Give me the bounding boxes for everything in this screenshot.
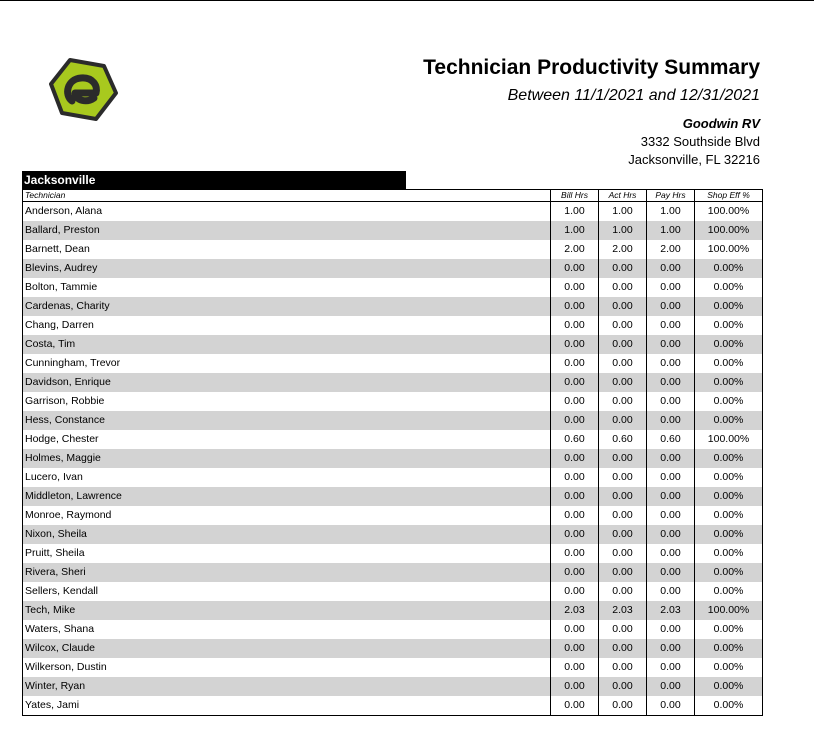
- table-row: [23, 278, 763, 297]
- pay-hrs-cell: 0.00: [647, 411, 695, 430]
- shop-eff-cell: 100.00%: [695, 240, 763, 259]
- table-row: [23, 240, 763, 259]
- shop-eff-cell: 0.00%: [695, 582, 763, 601]
- bill-hrs-cell: 0.00: [551, 316, 599, 335]
- bill-hrs-cell: 0.00: [551, 696, 599, 716]
- act-hrs-cell: 0.60: [599, 430, 647, 449]
- technician-name-cell: Waters, Shana: [23, 620, 551, 639]
- report-date-range: Between 11/1/2021 and 12/31/2021: [507, 87, 760, 104]
- technician-name-cell: Winter, Ryan: [23, 677, 551, 696]
- pay-hrs-cell: 0.00: [647, 392, 695, 411]
- bill-hrs-cell: 0.00: [551, 563, 599, 582]
- bill-hrs-cell: 0.00: [551, 449, 599, 468]
- table-row: [23, 468, 763, 487]
- shop-eff-cell: 0.00%: [695, 658, 763, 677]
- table-row: [23, 297, 763, 316]
- bill-hrs-cell: 0.00: [551, 392, 599, 411]
- shop-eff-cell: 0.00%: [695, 620, 763, 639]
- act-hrs-cell: 0.00: [599, 373, 647, 392]
- bill-hrs-cell: 0.00: [551, 335, 599, 354]
- technician-name-cell: Yates, Jami: [23, 696, 551, 716]
- technician-name-cell: Bolton, Tammie: [23, 278, 551, 297]
- shop-eff-cell: 100.00%: [695, 430, 763, 449]
- table-row: [23, 563, 763, 582]
- table-row: [23, 316, 763, 335]
- table-row: [23, 354, 763, 373]
- header-bill-hrs: Bill Hrs: [551, 190, 599, 202]
- pay-hrs-cell: 0.60: [647, 430, 695, 449]
- shop-eff-cell: 100.00%: [695, 221, 763, 240]
- act-hrs-cell: 0.00: [599, 563, 647, 582]
- shop-eff-cell: 0.00%: [695, 696, 763, 716]
- table-row: [23, 487, 763, 506]
- company-address-line2: Jacksonville, FL 32216: [628, 152, 760, 167]
- shop-eff-cell: 0.00%: [695, 468, 763, 487]
- bill-hrs-cell: 0.00: [551, 468, 599, 487]
- technician-name-cell: Chang, Darren: [23, 316, 551, 335]
- shop-eff-cell: 0.00%: [695, 506, 763, 525]
- act-hrs-cell: 0.00: [599, 525, 647, 544]
- report-title: Technician Productivity Summary: [423, 56, 760, 79]
- act-hrs-cell: 2.00: [599, 240, 647, 259]
- pay-hrs-cell: 0.00: [647, 563, 695, 582]
- header-technician: Technician: [23, 190, 551, 202]
- act-hrs-cell: 0.00: [599, 449, 647, 468]
- act-hrs-cell: 0.00: [599, 259, 647, 278]
- table-row: [23, 696, 763, 716]
- bill-hrs-cell: 0.00: [551, 620, 599, 639]
- bill-hrs-cell: 1.00: [551, 202, 599, 222]
- bill-hrs-cell: 0.00: [551, 525, 599, 544]
- shop-eff-cell: 0.00%: [695, 297, 763, 316]
- act-hrs-cell: 0.00: [599, 677, 647, 696]
- table-row: [23, 449, 763, 468]
- shop-eff-cell: 100.00%: [695, 202, 763, 222]
- shop-eff-cell: 0.00%: [695, 677, 763, 696]
- pay-hrs-cell: 0.00: [647, 373, 695, 392]
- bill-hrs-cell: 0.00: [551, 544, 599, 563]
- pay-hrs-cell: 0.00: [647, 354, 695, 373]
- shop-eff-cell: 0.00%: [695, 544, 763, 563]
- shop-eff-cell: 0.00%: [695, 335, 763, 354]
- technician-name-cell: Hess, Constance: [23, 411, 551, 430]
- shop-eff-cell: 0.00%: [695, 639, 763, 658]
- technician-name-cell: Nixon, Sheila: [23, 525, 551, 544]
- act-hrs-cell: 1.00: [599, 221, 647, 240]
- pay-hrs-cell: 0.00: [647, 449, 695, 468]
- pay-hrs-cell: 0.00: [647, 335, 695, 354]
- pay-hrs-cell: 1.00: [647, 202, 695, 222]
- pay-hrs-cell: 0.00: [647, 506, 695, 525]
- pay-hrs-cell: 0.00: [647, 487, 695, 506]
- pay-hrs-cell: 0.00: [647, 278, 695, 297]
- company-logo-icon: [48, 57, 118, 123]
- pay-hrs-cell: 0.00: [647, 639, 695, 658]
- bill-hrs-cell: 0.00: [551, 278, 599, 297]
- act-hrs-cell: 0.00: [599, 278, 647, 297]
- act-hrs-cell: 0.00: [599, 487, 647, 506]
- pay-hrs-cell: 0.00: [647, 316, 695, 335]
- bill-hrs-cell: 2.00: [551, 240, 599, 259]
- technician-name-cell: Monroe, Raymond: [23, 506, 551, 525]
- shop-eff-cell: 0.00%: [695, 278, 763, 297]
- act-hrs-cell: 0.00: [599, 658, 647, 677]
- technician-name-cell: Costa, Tim: [23, 335, 551, 354]
- technician-name-cell: Hodge, Chester: [23, 430, 551, 449]
- pay-hrs-cell: 0.00: [647, 525, 695, 544]
- technician-name-cell: Cunningham, Trevor: [23, 354, 551, 373]
- shop-eff-cell: 0.00%: [695, 373, 763, 392]
- shop-eff-cell: 0.00%: [695, 259, 763, 278]
- table-row: [23, 221, 763, 240]
- technician-name-cell: Wilkerson, Dustin: [23, 658, 551, 677]
- pay-hrs-cell: 0.00: [647, 696, 695, 716]
- bill-hrs-cell: 0.00: [551, 677, 599, 696]
- table-row: [23, 544, 763, 563]
- pay-hrs-cell: 0.00: [647, 620, 695, 639]
- table-row: [23, 658, 763, 677]
- bill-hrs-cell: 0.00: [551, 373, 599, 392]
- company-name: Goodwin RV: [682, 116, 760, 131]
- table-row: [23, 373, 763, 392]
- act-hrs-cell: 0.00: [599, 696, 647, 716]
- bill-hrs-cell: 0.60: [551, 430, 599, 449]
- pay-hrs-cell: 0.00: [647, 582, 695, 601]
- act-hrs-cell: 0.00: [599, 354, 647, 373]
- table-body: [23, 202, 763, 716]
- technician-table: [22, 189, 763, 716]
- technician-name-cell: Ballard, Preston: [23, 221, 551, 240]
- table-row: [23, 506, 763, 525]
- technician-name-cell: Anderson, Alana: [23, 202, 551, 222]
- header-pay-hrs: Pay Hrs: [647, 190, 695, 202]
- technician-name-cell: Cardenas, Charity: [23, 297, 551, 316]
- shop-eff-cell: 0.00%: [695, 316, 763, 335]
- act-hrs-cell: 1.00: [599, 202, 647, 222]
- shop-eff-cell: 0.00%: [695, 563, 763, 582]
- bill-hrs-cell: 0.00: [551, 487, 599, 506]
- table-row: [23, 335, 763, 354]
- technician-name-cell: Davidson, Enrique: [23, 373, 551, 392]
- act-hrs-cell: 0.00: [599, 582, 647, 601]
- technician-name-cell: Lucero, Ivan: [23, 468, 551, 487]
- bill-hrs-cell: 0.00: [551, 354, 599, 373]
- table-row: [23, 620, 763, 639]
- bill-hrs-cell: 0.00: [551, 639, 599, 658]
- act-hrs-cell: 0.00: [599, 335, 647, 354]
- technician-name-cell: Pruitt, Sheila: [23, 544, 551, 563]
- shop-eff-cell: 0.00%: [695, 525, 763, 544]
- bill-hrs-cell: 1.00: [551, 221, 599, 240]
- technician-name-cell: Rivera, Sheri: [23, 563, 551, 582]
- bill-hrs-cell: 2.03: [551, 601, 599, 620]
- pay-hrs-cell: 2.00: [647, 240, 695, 259]
- table-row: [23, 601, 763, 620]
- table-row: [23, 430, 763, 449]
- bill-hrs-cell: 0.00: [551, 506, 599, 525]
- header-shop-eff: Shop Eff %: [695, 190, 763, 202]
- pay-hrs-cell: 1.00: [647, 221, 695, 240]
- table-row: [23, 392, 763, 411]
- act-hrs-cell: 0.00: [599, 506, 647, 525]
- table-header-row: [23, 190, 763, 202]
- pay-hrs-cell: 0.00: [647, 544, 695, 563]
- table-row: [23, 525, 763, 544]
- bill-hrs-cell: 0.00: [551, 259, 599, 278]
- technician-name-cell: Tech, Mike: [23, 601, 551, 620]
- table-row: [23, 411, 763, 430]
- technician-name-cell: Garrison, Robbie: [23, 392, 551, 411]
- act-hrs-cell: 2.03: [599, 601, 647, 620]
- shop-eff-cell: 0.00%: [695, 392, 763, 411]
- bill-hrs-cell: 0.00: [551, 658, 599, 677]
- act-hrs-cell: 0.00: [599, 316, 647, 335]
- technician-name-cell: Blevins, Audrey: [23, 259, 551, 278]
- technician-name-cell: Holmes, Maggie: [23, 449, 551, 468]
- technician-name-cell: Middleton, Lawrence: [23, 487, 551, 506]
- technician-name-cell: Barnett, Dean: [23, 240, 551, 259]
- act-hrs-cell: 0.00: [599, 639, 647, 658]
- shop-eff-cell: 0.00%: [695, 354, 763, 373]
- shop-eff-cell: 0.00%: [695, 449, 763, 468]
- act-hrs-cell: 0.00: [599, 620, 647, 639]
- company-address-line1: 3332 Southside Blvd: [640, 134, 760, 149]
- pay-hrs-cell: 0.00: [647, 259, 695, 278]
- bill-hrs-cell: 0.00: [551, 297, 599, 316]
- bill-hrs-cell: 0.00: [551, 411, 599, 430]
- table-row: [23, 202, 763, 222]
- location-header: Jacksonville: [22, 171, 406, 189]
- act-hrs-cell: 0.00: [599, 544, 647, 563]
- table-row: [23, 639, 763, 658]
- header-act-hrs: Act Hrs: [599, 190, 647, 202]
- act-hrs-cell: 0.00: [599, 468, 647, 487]
- top-border-line: [0, 0, 814, 1]
- bill-hrs-cell: 0.00: [551, 582, 599, 601]
- act-hrs-cell: 0.00: [599, 411, 647, 430]
- pay-hrs-cell: 0.00: [647, 677, 695, 696]
- pay-hrs-cell: 0.00: [647, 468, 695, 487]
- table-row: [23, 259, 763, 278]
- pay-hrs-cell: 0.00: [647, 297, 695, 316]
- technician-name-cell: Sellers, Kendall: [23, 582, 551, 601]
- table-row: [23, 582, 763, 601]
- table-row: [23, 677, 763, 696]
- shop-eff-cell: 100.00%: [695, 601, 763, 620]
- shop-eff-cell: 0.00%: [695, 487, 763, 506]
- shop-eff-cell: 0.00%: [695, 411, 763, 430]
- act-hrs-cell: 0.00: [599, 392, 647, 411]
- pay-hrs-cell: 0.00: [647, 658, 695, 677]
- pay-hrs-cell: 2.03: [647, 601, 695, 620]
- technician-name-cell: Wilcox, Claude: [23, 639, 551, 658]
- act-hrs-cell: 0.00: [599, 297, 647, 316]
